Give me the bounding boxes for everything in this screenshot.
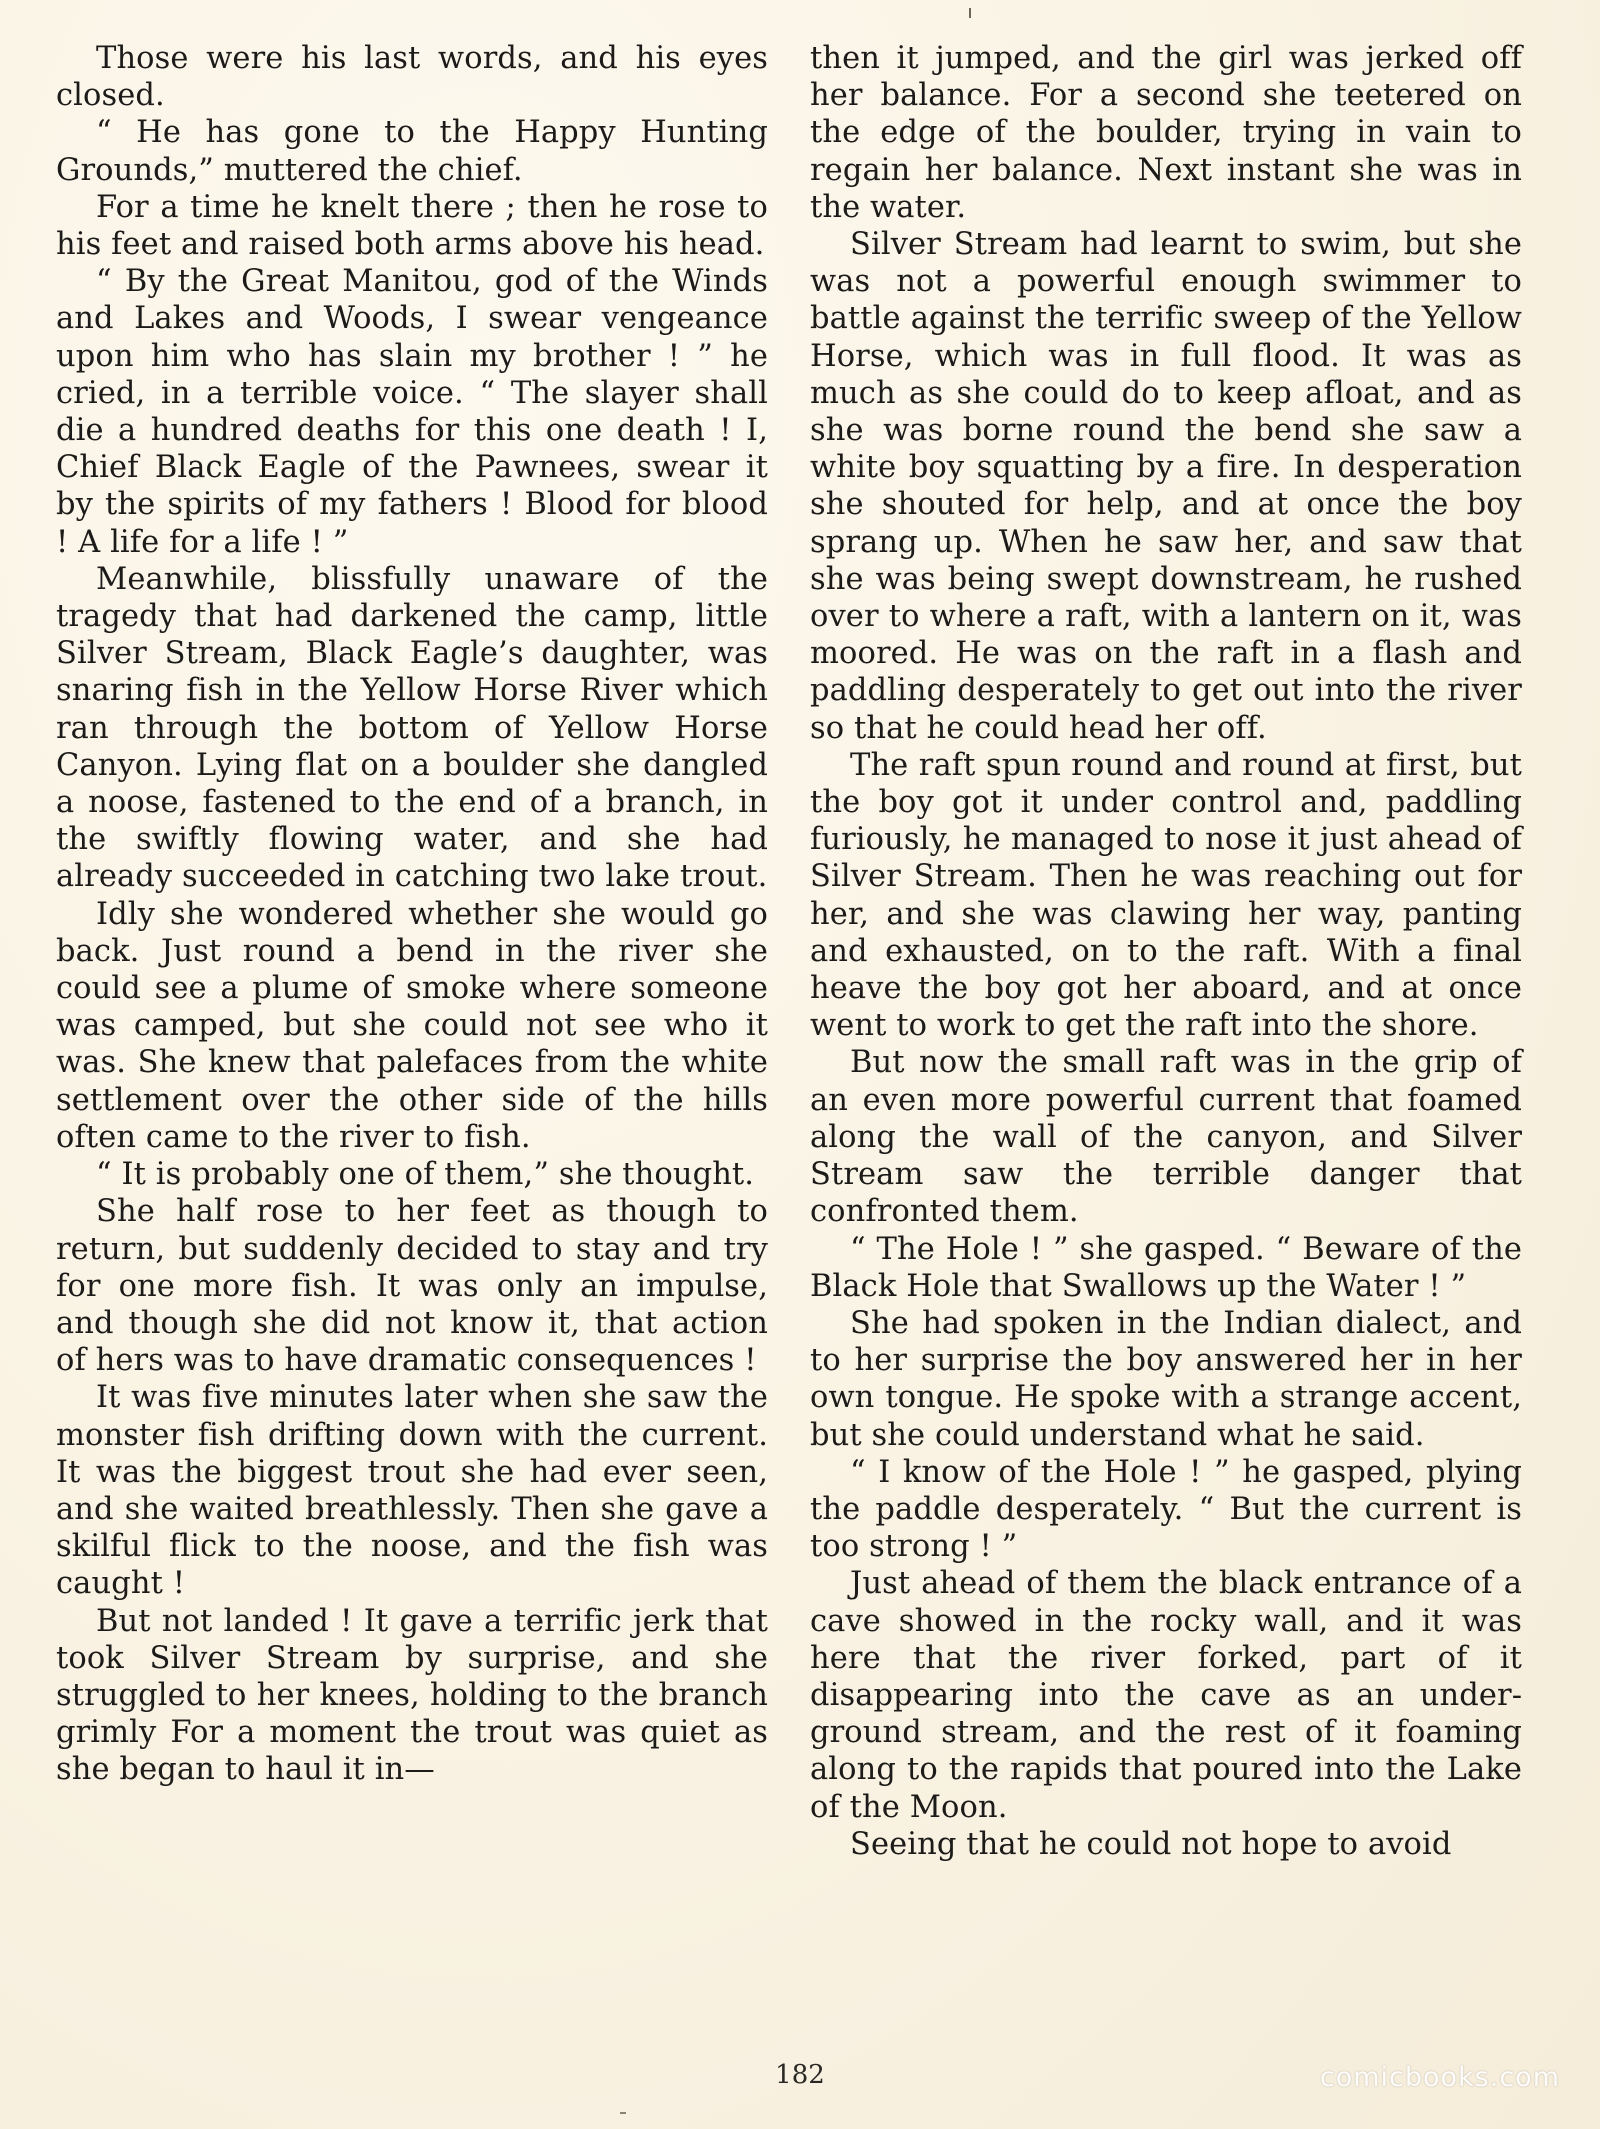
paragraph: “ It is probably one of them,” she thought. (96, 1157, 755, 1193)
paragraph: Just ahead of them the black entrance of a cave showed in the rocky wall, and it was here that the river forked, part of it disappearing into the cave as an underground stream, and the rest of it foaming along to the rapids that poured into the Lake of the Moon. (810, 1566, 1522, 1825)
left-column (56, 40, 768, 1789)
paragraph: But now the small raft was in the grip of an even more powerful current that foamed along the wall of the canyon, and Silver Stream saw the terrible danger that confronted them. (810, 1045, 1522, 1230)
print-mark (969, 8, 971, 18)
watermark: comicbooks.com (1319, 2062, 1560, 2093)
paragraph: She half rose to her feet as though to return, but suddenly decided to stay and try for one more fish. It was only an impulse, and though she did not know it, that action of hers was to have dramatic consequences ! (56, 1194, 768, 1379)
paragraph: Idly she wondered whether she would go back. Just round a bend in the river she could see a plume of smoke where someone was camped, but she could not see who it was. She knew that palefaces from the white settlement over the other side of the hills often came to the river to fish. (56, 896, 768, 1155)
paragraph: Seeing that he could not hope to avoid (850, 1826, 1452, 1862)
page-number: 182 (775, 2060, 825, 2090)
paragraph: “ The Hole ! ” she gasped. “ Beware of the Black Hole that Swallows up the Water ! ” (810, 1231, 1522, 1304)
paragraph: Meanwhile, blissfully unaware of the tragedy that had darkened the camp, little Silver Stream, Black Eagle’s daughter, was snaring fish in the Yellow Horse River which ran through the bottom of Yellow Horse Canyon. Lying flat on a boulder she dangled a noose, fastened to the end of a branch, in the swiftly flowing water, and she had already succeeded in catching two lake trout. (56, 561, 768, 895)
paragraph: She had spoken in the Indian dialect, and to her surprise the boy answered her in her own tongue. He spoke with a strange accent, but she could understand what he said. (810, 1305, 1522, 1453)
right-column (810, 40, 1522, 1863)
paragraph: “ He has gone to the Happy Hunting Grounds,” muttered the chief. (56, 115, 768, 188)
paragraph: But not landed ! It gave a terrific jerk that took Silver Stream by surprise, and she struggled to her knees, holding to the branch grimly For a moment the trout was quiet as she began to haul it in— (56, 1603, 768, 1788)
paragraph: The raft spun round and round at first, but the boy got it under control and, paddling furiously, he managed to nose it just ahead of Silver Stream. Then he was reaching out for her, and she was clawing her way, panting and exhausted, on to the raft. With a final heave the boy got her aboard, and at once went to work to get the raft into the shore. (810, 747, 1522, 1044)
paragraph: For a time he knelt there ; then he rose to his feet and raised both arms above his head. (56, 189, 768, 263)
paragraph: It was five minutes later when she saw the monster fish drifting down with the current. It was the biggest trout she had ever seen, and she waited breathlessly. Then she gave a skilful flick to the noose, and the fish was caught ! (56, 1380, 768, 1602)
paragraph: “ By the Great Manitou, god of the Winds and Lakes and Woods, I swear vengeance upon him who has slain my brother ! ” he cried, in a terrible voice. “ The slayer shall die a hundred deaths for this one death ! I, Chief Black Eagle of the Pawnees, swear it by the spirits of my fathers ! Blood for blood ! A life for a life ! ” (56, 264, 768, 560)
paragraph: Those were his last words, and his eyes closed. (56, 41, 768, 114)
paragraph: Silver Stream had learnt to swim, but she was not a powerful enough swimmer to battle against the terrific sweep of the Yellow Horse, which was in full flood. It was as much as she could do to keep afloat, and as she was borne round the bend she saw a white boy squatting by a fire. In desperation she shouted for help, and at once the boy sprang up. When he saw her, and saw that she was being swept downstream, he rushed over to where a raft, with a lantern on it, was moored. He was on the raft in a flash and paddling desperately to get out into the river so that he could head her off. (810, 227, 1522, 746)
paragraph: “ I know of the Hole ! ” he gasped, plying the paddle desperately. “ But the current is too strong ! ” (810, 1454, 1522, 1565)
print-mark (620, 2112, 626, 2114)
paragraph: then it jumped, and the girl was jerked off her balance. For a second she teetered on the edge of the boulder, trying in vain to regain her balance. Next instant she was in the water. (810, 41, 1522, 225)
